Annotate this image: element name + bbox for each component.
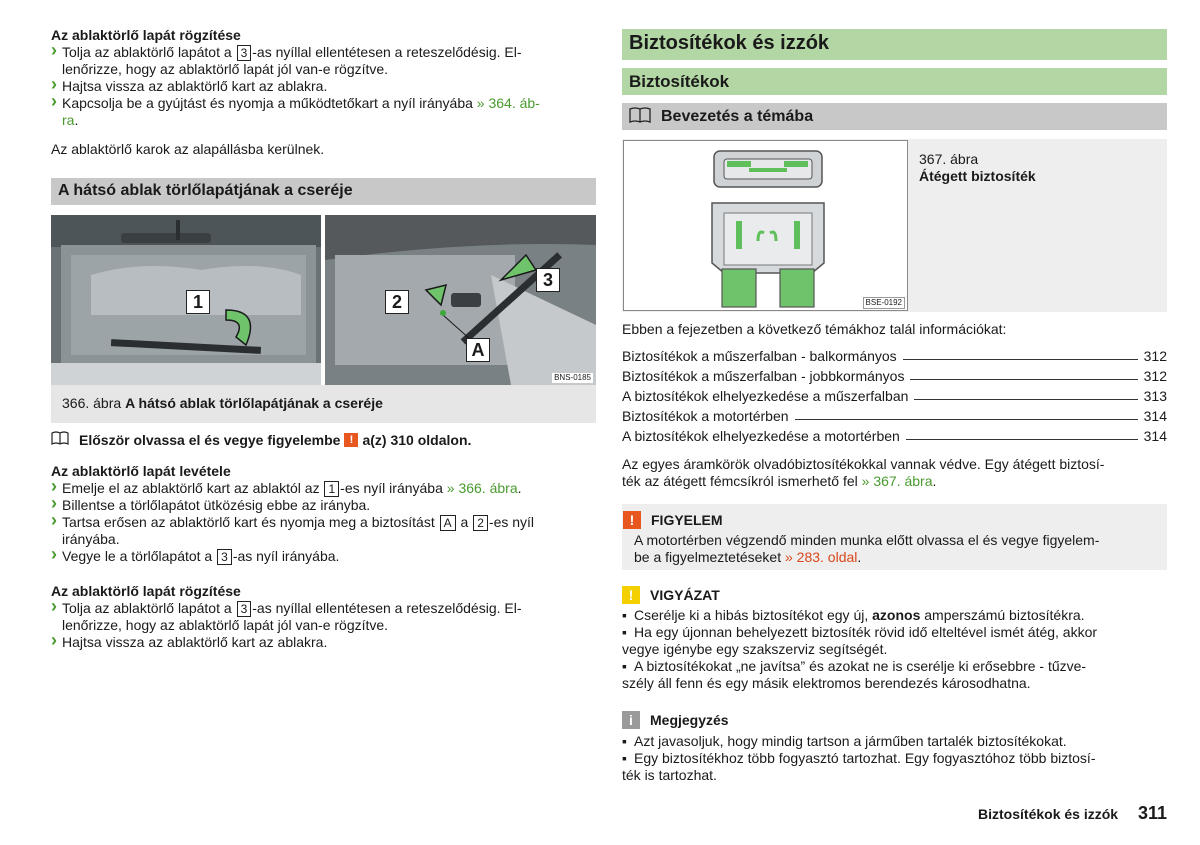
note-header: i Megjegyzés [622, 710, 1167, 730]
section-title: Az ablaktörlő lapát levétele [51, 463, 231, 479]
topic-page: 314 [1143, 408, 1167, 424]
intro-paragraph: Az egyes áramkörök olvadóbiztosítékokkal vannak védve. Egy átégett biztosí- ték az átégett fémcsíkról ismerhető fel » 367. ábra. [622, 456, 1105, 489]
fuse-illustration [623, 140, 908, 311]
caption-number: 366. ábra [62, 395, 122, 411]
step-item: › Tolja az ablaktörlő lapátot a 3 -as nyíllal ellentétesen a reteszelődésig. El- lenőrizze, hogy az ablaktörlő lapát jól van-e rögzítve. [51, 600, 596, 634]
first-read-note: Először olvassa el és vegye figyelembe ! a(z) 310 oldalon. [51, 431, 596, 449]
latch-a-label: A [440, 515, 456, 531]
topic-label: Biztosítékok a műszerfalban - jobbkormányos [622, 368, 905, 384]
leader-line [914, 399, 1137, 400]
page-link[interactable]: » 283. oldal [784, 549, 858, 565]
topic-page: 313 [1143, 388, 1167, 404]
intro-heading: Bevezetés a témába [622, 103, 1167, 130]
note-item: ▪ Egy biztosítékhoz több fogyasztó tartozhat. Egy fogyasztóhoz több biztosí- ték is tartozhat. [622, 750, 1167, 784]
page-number: 311 [1137, 803, 1167, 823]
chapter-title: Biztosítékok és izzók [622, 29, 1167, 60]
rear-window-illustration [51, 215, 596, 385]
section-fix-blade-1 [51, 27, 596, 158]
note-item: ▪ Azt javasoljuk, hogy mindig tartson a járműben tartalék biztosítékokat. [622, 733, 1167, 750]
caution-item: ▪ Cserélje ki a hibás biztosítékot egy új, azonos amperszámú biztosítékra. [622, 607, 1167, 624]
callout-1: 1 [186, 290, 210, 314]
step-item: › Vegye le a törlőlapátot a 3 -as nyíl irányába. [51, 548, 596, 565]
figure-link[interactable]: » 367. ábra [861, 473, 933, 489]
section-heading: A hátsó ablak törlőlapátjának a cseréje [51, 178, 596, 205]
page-footer [922, 805, 1167, 823]
callout-2: 2 [385, 290, 409, 314]
info-icon: i [622, 711, 640, 729]
figure-code: BSE-0192 [863, 297, 905, 309]
step-item: › Tartsa erősen az ablaktörlő kart és nyomja meg a biztosítást A a 2 -es nyíl irányába. [51, 514, 596, 548]
callout-3: 3 [536, 268, 560, 292]
topic-page: 314 [1143, 428, 1167, 444]
section-fix-blade-2 [51, 583, 596, 651]
arrow-2-label: 2 [473, 515, 488, 531]
caution-icon: ! [622, 586, 640, 604]
step-item: › Kapcsolja be a gyújtást és nyomja a működtetőkart a nyíl irányába » 364. áb- ra. [51, 95, 596, 129]
step-item: › Hajtsa vissza az ablaktörlő kart az ablakra. [51, 78, 596, 95]
topic-label: A biztosítékok elhelyezkedése a motortérben [622, 428, 900, 444]
caution-header: ! VIGYÁZAT [622, 585, 1167, 605]
book-icon [51, 431, 71, 449]
section-title: Biztosítékok [622, 68, 1167, 95]
caution-box [622, 585, 1167, 692]
step-item: › Hajtsa vissza az ablaktörlő kart az ablakra. [51, 634, 596, 651]
topic-list-item[interactable] [622, 365, 1167, 385]
step-item: › Billentse a törlőlapátot ütközésig ebbe az irányba. [51, 497, 596, 514]
topic-list-item[interactable] [622, 385, 1167, 405]
book-icon [629, 107, 653, 127]
leader-line [910, 379, 1137, 380]
figure-code: BNS-0185 [554, 373, 591, 382]
caution-item: ▪ Ha egy újonnan behelyezett biztosíték rövid idő elteltével ismét átég, akkor vegye igénybe egy szakszerviz segítségét. [622, 624, 1167, 658]
paragraph: Az ablaktörlő karok az alapállásba kerülnek. [51, 141, 325, 157]
note-box [622, 710, 1167, 784]
topic-label: A biztosítékok elhelyezkedése a műszerfalban [622, 388, 909, 404]
warning-box [622, 504, 1167, 570]
section-remove-blade [51, 463, 596, 565]
topic-list-item[interactable] [622, 425, 1167, 445]
arrow-3-label: 3 [237, 45, 252, 61]
step-item: › Tolja az ablaktörlő lapátot a 3 -as nyíllal ellentétesen a reteszelődésig. El- lenőrizze, hogy az ablaktörlő lapát jól van-e rögzítve. [51, 44, 596, 78]
topic-page: 312 [1143, 348, 1167, 364]
topic-page: 312 [1143, 368, 1167, 384]
topic-label: Biztosítékok a motortérben [622, 408, 789, 424]
topic-list-item[interactable] [622, 405, 1167, 425]
figure-link[interactable]: » 366. ábra [446, 480, 518, 496]
arrow-3-label: 3 [217, 549, 232, 565]
leader-line [906, 439, 1138, 440]
callout-a: A [466, 338, 490, 362]
topic-list [622, 345, 1167, 445]
figure-367 [622, 139, 1167, 312]
warning-icon: ! [623, 511, 641, 529]
arrow-1-label: 1 [324, 481, 339, 497]
leader-line [903, 359, 1138, 360]
topic-label: Biztosítékok a műszerfalban - balkormányos [622, 348, 897, 364]
leader-line [795, 419, 1138, 420]
warning-icon: ! [344, 433, 358, 447]
topic-list-item[interactable] [622, 345, 1167, 365]
section-title: Az ablaktörlő lapát rögzítése [51, 583, 241, 599]
arrow-3-label: 3 [237, 601, 252, 617]
figure-366 [51, 215, 596, 385]
figure-caption [919, 151, 1159, 185]
caption-title: Átégett biztosíték [919, 168, 1036, 184]
toc-intro: Ebben a fejezetben a következő témákhoz talál információkat: [622, 321, 1007, 337]
figure-link[interactable]: » 364. áb- [476, 95, 540, 111]
section-title: Az ablaktörlő lapát rögzítése [51, 27, 241, 43]
caption-title: A hátsó ablak törlőlapátjának a cseréje [125, 395, 383, 411]
caution-item: ▪ A biztosítékokat „ne javítsa” és azokat ne is cserélje ki erősebbre - tűzve- szély áll fenn és egy másik elektromos berendezés károsodhatna. [622, 658, 1167, 692]
warning-header: ! FIGYELEM [623, 510, 1155, 530]
figure-caption [51, 385, 596, 423]
step-item: › Emelje el az ablaktörlő kart az ablaktól az 1 -es nyíl irányába » 366. ábra. [51, 480, 596, 497]
caption-number: 367. ábra [919, 151, 979, 167]
figure-link-cont[interactable]: ra [62, 112, 75, 128]
footer-title: Biztosítékok és izzók [978, 806, 1119, 822]
warning-text: A motortérben végzendő minden munka előtt olvassa el és vegye figyelem- be a figyelmeztetéseket » 283. oldal. [634, 532, 1100, 565]
